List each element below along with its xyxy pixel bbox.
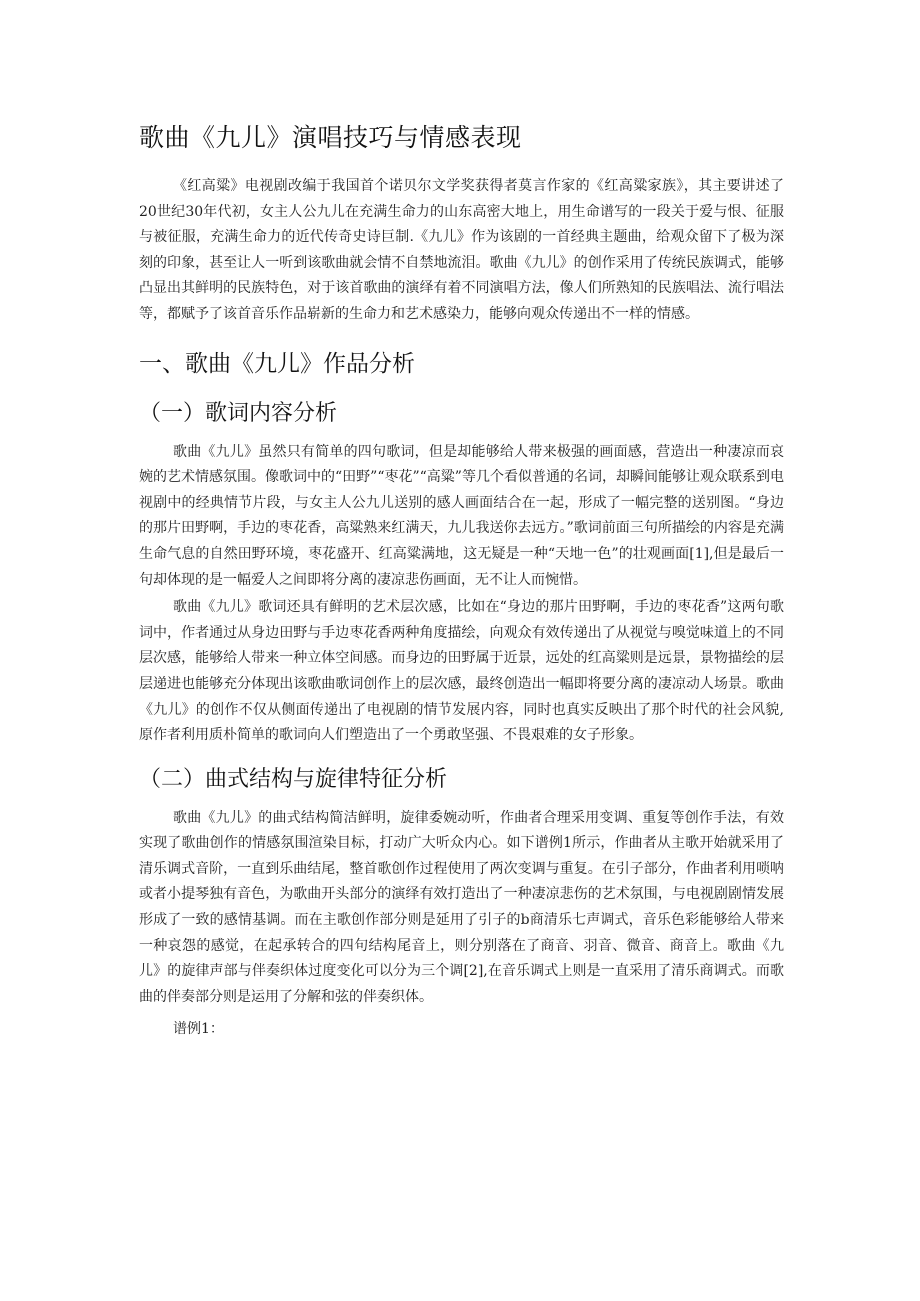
intro-paragraph: 《红高粱》电视剧改编于我国首个诺贝尔文学奖获得者莫言作家的《红高粱家族》，其主要讲述了20世纪30年代初，女主人公九儿在充满生命力的山东高密大地上，用生命谱写的一段关于爱与恨、征服与被征服，充满生命力的近代传奇史诗巨制.《九儿》作为该剧的一首经典主题曲，给观众留下了极为深刻的印象，甚至让人一听到该歌曲就会情不自禁地流泪。歌曲《九儿》的创作采用了传统民族调式，能够凸显出其鲜明的民族特色，对于该首歌曲的演绎有着不同演唱方法，像人们所熟知的民族唱法、流行唱法等，都赋予了该首音乐作品崭新的生命力和艺术感染力，能够向观众传递出不一样的情感。 [139,178,784,322]
score-example-label: 谱例1： [173,1021,224,1038]
lyrics-paragraph-1: 歌曲《九儿》虽然只有简单的四句歌词，但是却能够给人带来极强的画面感，营造出一种凄凉而哀婉的艺术情感氛围。像歌词中的“田野”“枣花”“高粱”等几个看似普通的名词，却瞬间能够让观众联系到电视剧中的经典情节片段，与女主人公九儿送别的感人画面结合在一起，形成了一幅完整的送别图。“身边的那片田野啊，手边的枣花香，高粱熟来红满天，九儿我送你去远方。”歌词前面三句所描绘的内容是充满生命气息的自然田野环境，枣花盛开、红高粱满地，这无疑是一种“天地一色”的壮观画面[1],但是最后一句却体现的是一幅爱人之间即将分离的凄凉悲伤画面，无不让人而惋惜。 [139,443,784,588]
document-page [139,118,784,1042]
lyrics-paragraph-2: 歌曲《九儿》歌词还具有鲜明的艺术层次感，比如在“身边的那片田野啊，手边的枣花香”这两句歌词中，作者通过从身边田野与手边枣花香两种角度描绘，向观众有效传递出了从视觉与嗅觉味道上的不同层次感，能够给人带来一种立体空间感。而身边的田野属于近景，远处的红高粱则是远景，景物描绘的层层递进也能够充分体现出该歌曲歌词创作上的层次感，最终创造出一幅即将要分离的凄凉动人场景。歌曲《九儿》的创作不仅从侧面传递出了电视剧的情节发展内容，同时也真实反映出了那个时代的社会风貌,原作者利用质朴简单的歌词向人们塑造出了一个勇敢坚强、不畏艰难的女子形象。 [139,599,784,744]
document-title: 歌曲《九儿》演唱技巧与情感表现 [139,123,522,152]
section-heading-1: 一、歌曲《九儿》作品分析 [139,350,415,377]
subsection-heading-lyrics: （一）歌词内容分析 [139,400,338,426]
structure-paragraph-1: 歌曲《九儿》的曲式结构简洁鲜明，旋律委婉动听，作曲者合理采用变调、重复等创作手法，有效实现了歌曲创作的情感氛围渲染目标，打动广大听众内心。如下谱例1所示，作曲者从主歌开始就采用了清乐调式音阶，一直到乐曲结尾，整首歌创作过程使用了两次变调与重复。在引子部分，作曲者利用唢呐或者小提琴独有音色，为歌曲开头部分的演绎有效打造出了一种凄凉悲伤的艺术氛围，与电视剧剧情发展形成了一致的感情基调。而在主歌创作部分则是延用了引子的b商清乐七声调式，音乐色彩能够给人带来一种哀怨的感觉，在起承转合的四句结构尾音上，则分别落在了商音、羽音、微音、商音上。歌曲《九儿》的旋律声部与伴奏织体过度变化可以分为三个调[2],在音乐调式上则是一直采用了清乐商调式。而歌曲的伴奏部分则是运用了分解和弦的伴奏织体。 [139,809,784,1005]
subsection-heading-structure: （二）曲式结构与旋律特征分析 [139,766,448,792]
